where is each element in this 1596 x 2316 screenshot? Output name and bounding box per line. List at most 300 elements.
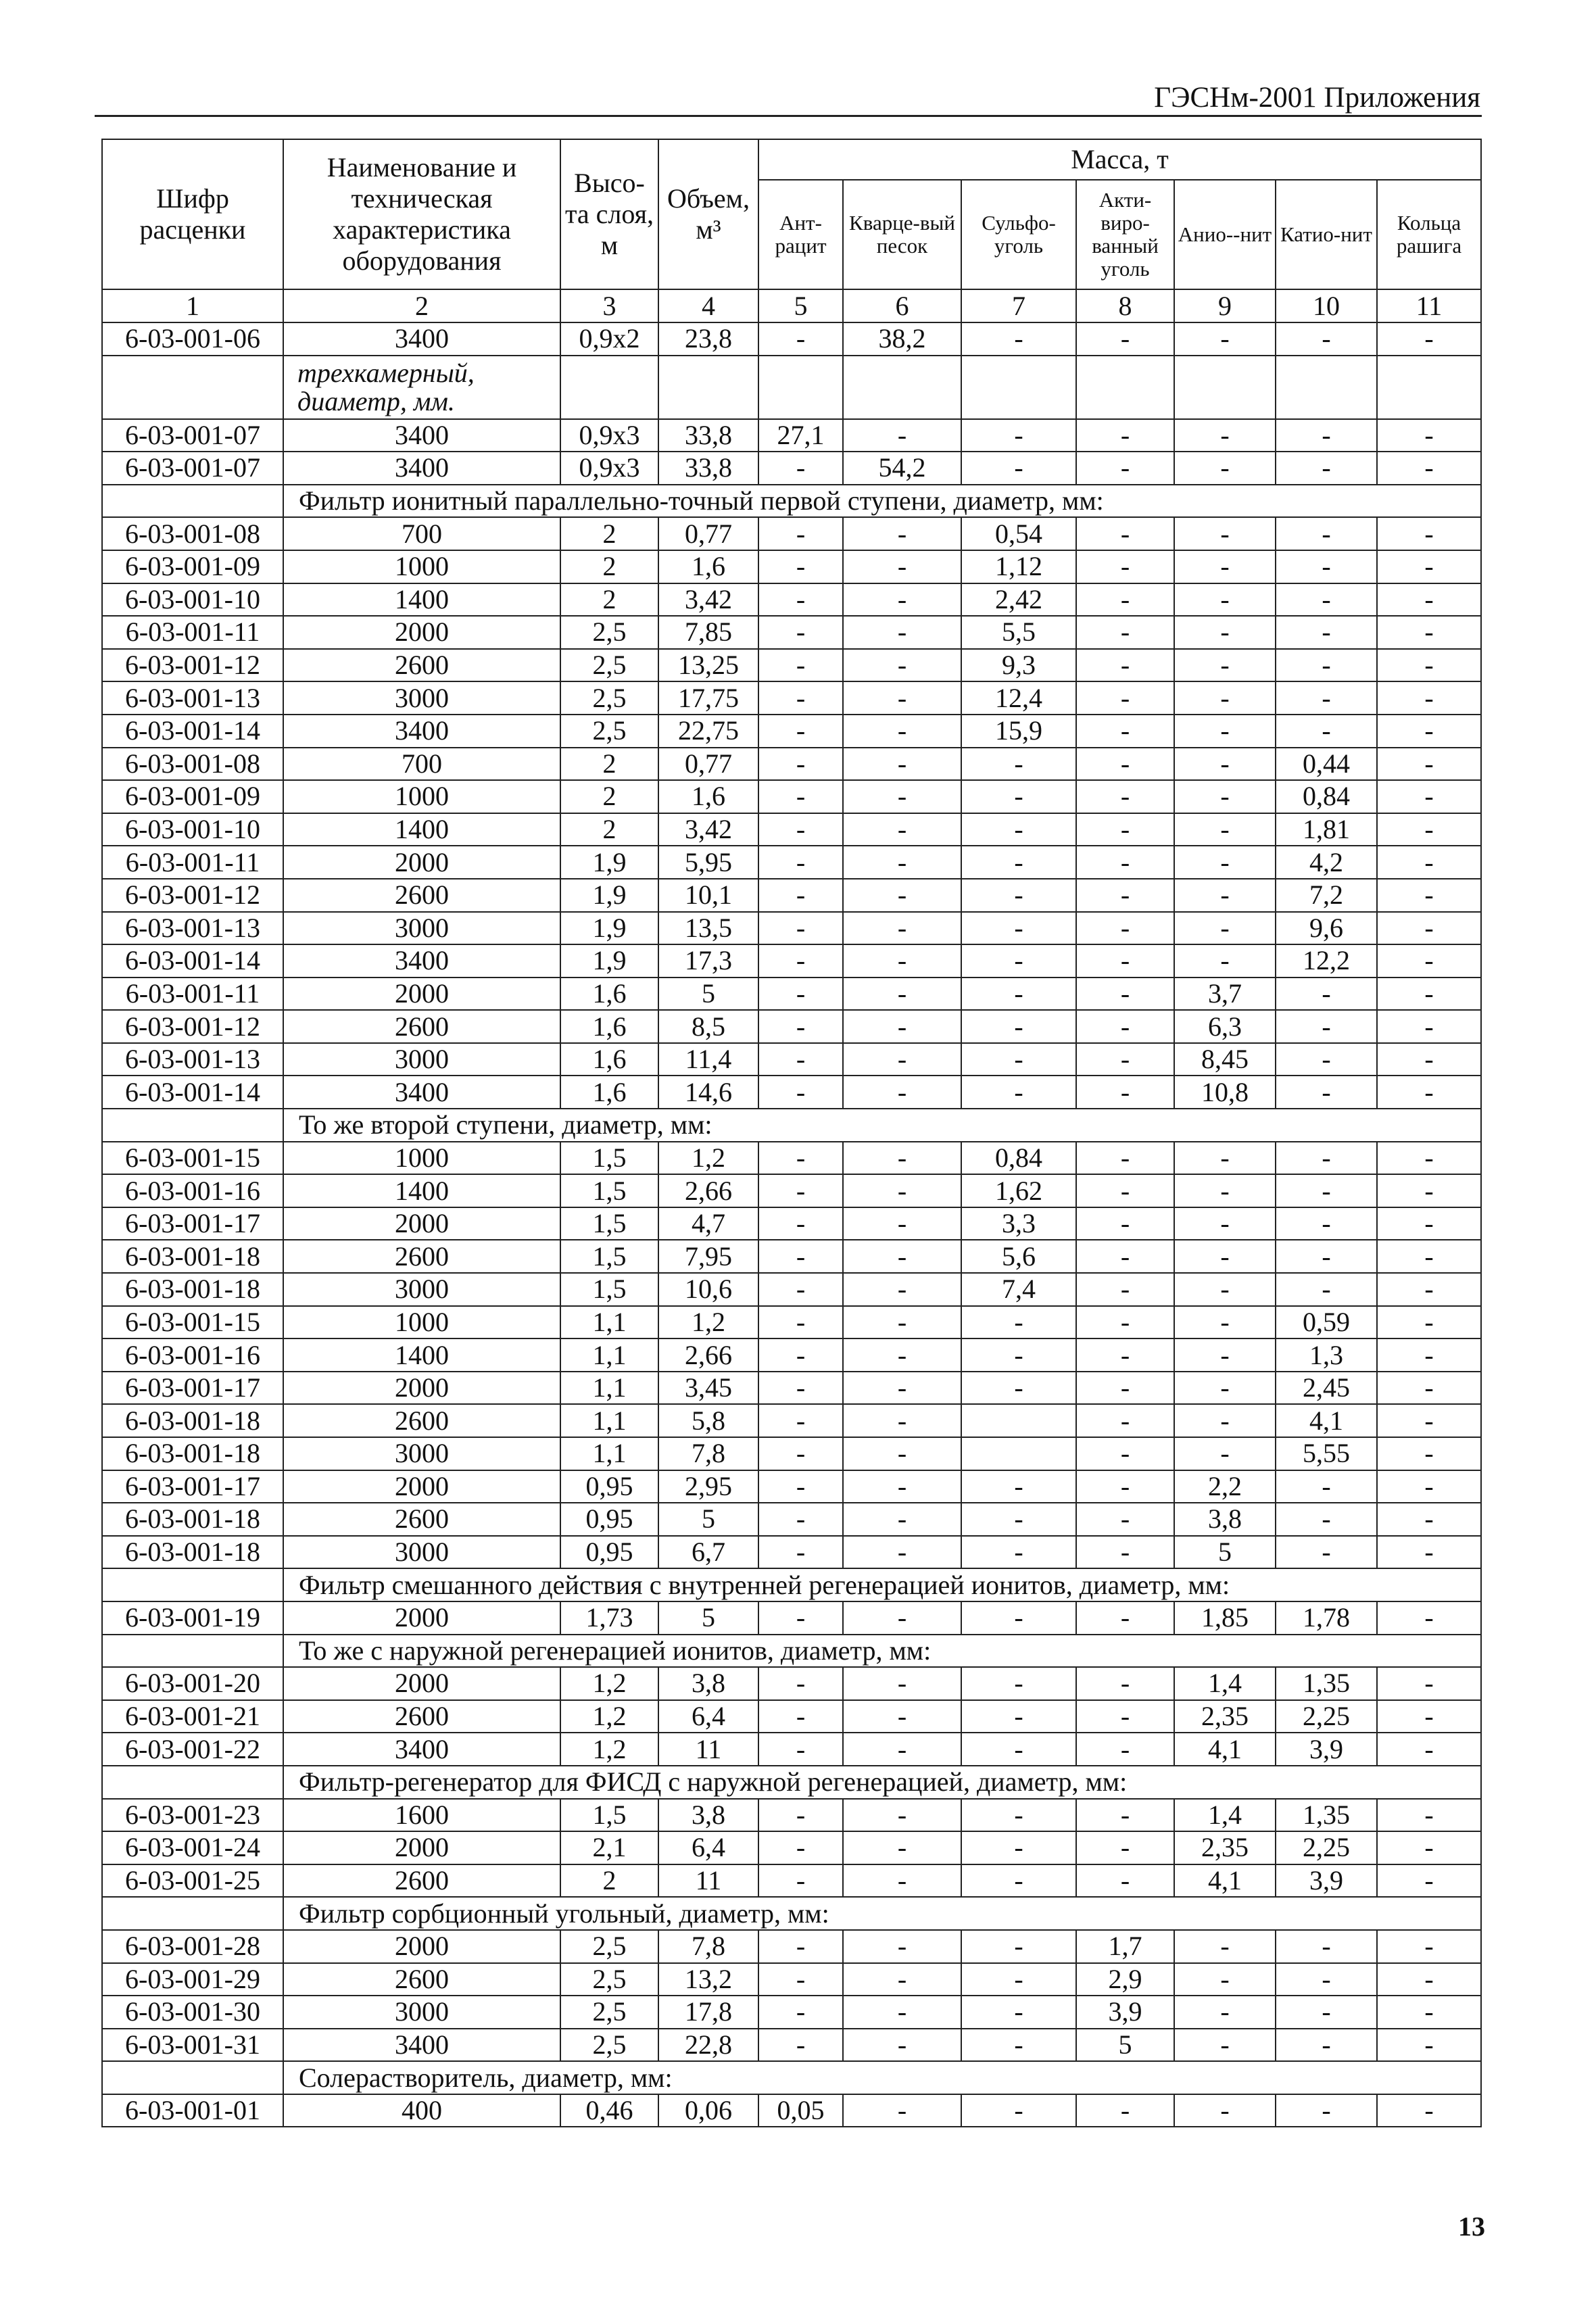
cell-anthracite: - [758,1076,843,1109]
cell-raschig-rings: - [1377,1207,1481,1240]
cell-anionite: - [1174,1306,1276,1339]
cell-anionite: - [1174,1963,1276,1996]
cell-code: 6-03-001-16 [102,1338,283,1372]
cell-height: 1,2 [560,1733,658,1766]
cell-name: 3400 [283,322,560,356]
cell-volume: 13,5 [658,912,758,945]
cell-quartz-sand: - [843,978,961,1011]
cell-name: 1400 [283,813,560,846]
cell-raschig-rings: - [1377,1996,1481,2029]
cell-height: 2,5 [560,1996,658,2029]
cell-name: 3400 [283,1733,560,1766]
cell-anionite: - [1174,748,1276,781]
section-heading: То же второй ступени, диаметр, мм: [283,1109,1481,1142]
cell-code: 6-03-001-18 [102,1404,283,1437]
cell-anthracite: - [758,452,843,485]
table-row [102,1174,1481,1207]
cell-anionite: - [1174,1174,1276,1207]
table-row [102,1503,1481,1536]
column-number-row [102,289,1481,322]
cell-code: 6-03-001-17 [102,1207,283,1240]
cell-anionite: - [1174,2029,1276,2062]
cell-anionite: 3,7 [1174,978,1276,1011]
table-row [102,1536,1481,1569]
table-row [102,1667,1481,1700]
cell-cationite [1276,356,1377,419]
cell-activated-carbon: - [1076,879,1174,912]
cell-cationite: - [1276,649,1377,682]
cell-height: 1,1 [560,1437,658,1470]
cell-code: 6-03-001-12 [102,879,283,912]
cell-volume: 1,6 [658,780,758,813]
cell-raschig-rings: - [1377,1470,1481,1503]
cell-sulfocoal: - [961,1372,1076,1405]
cell-height: 2 [560,583,658,617]
cell-anthracite: - [758,1404,843,1437]
cell-anthracite: - [758,1372,843,1405]
cell-raschig-rings: - [1377,715,1481,748]
cell-cationite: - [1276,1174,1377,1207]
cell-height: 1,5 [560,1142,658,1175]
cell-quartz-sand: - [843,1864,961,1898]
cell-activated-carbon: - [1076,1799,1174,1832]
cell-activated-carbon: - [1076,1864,1174,1898]
cell-quartz-sand: - [843,1404,961,1437]
cell-quartz-sand [843,356,961,419]
table-row [102,1996,1481,2029]
cell-sulfocoal: - [961,1306,1076,1339]
cell-anthracite: - [758,1273,843,1306]
cell-height: 2,5 [560,2029,658,2062]
cell-sulfocoal: - [961,1799,1076,1832]
cell-anionite: - [1174,1273,1276,1306]
cell-code [102,1897,283,1930]
cell-sulfocoal: - [961,1076,1076,1109]
cell-raschig-rings: - [1377,322,1481,356]
cell-name: 3000 [283,1043,560,1076]
cell-sulfocoal: - [961,1601,1076,1635]
col-header-anionite: Анио--нит [1174,180,1276,289]
cell-sulfocoal: - [961,1996,1076,2029]
cell-sulfocoal: - [961,912,1076,945]
cell-sulfocoal: - [961,2029,1076,2062]
cell-code: 6-03-001-18 [102,1240,283,1273]
cell-sulfocoal: - [961,1864,1076,1898]
section-row [102,485,1481,518]
cell-code: 6-03-001-24 [102,1831,283,1864]
cell-activated-carbon: - [1076,322,1174,356]
cell-activated-carbon: - [1076,944,1174,978]
cell-volume: 2,66 [658,1174,758,1207]
cell-anthracite: - [758,1536,843,1569]
cell-raschig-rings: - [1377,1174,1481,1207]
cell-anthracite: - [758,1667,843,1700]
cell-code: 6-03-001-18 [102,1503,283,1536]
section-row [102,1635,1481,1668]
cell-code: 6-03-001-12 [102,649,283,682]
cell-volume: 5 [658,1503,758,1536]
cell-activated-carbon: - [1076,1338,1174,1372]
table-row [102,1831,1481,1864]
cell-quartz-sand: - [843,1437,961,1470]
col-header-code: Шифр расценки [102,139,283,289]
section-row [102,1897,1481,1930]
col-number: 5 [758,289,843,322]
col-number: 10 [1276,289,1377,322]
table-row [102,944,1481,978]
cell-name: 2600 [283,1700,560,1733]
cell-anionite: - [1174,780,1276,813]
col-header-name: Наименование и техническая характеристика оборудования [283,139,560,289]
cell-height: 1,9 [560,846,658,879]
cell-cationite: 1,81 [1276,813,1377,846]
cell-sulfocoal: - [961,1338,1076,1372]
cell-name: 2000 [283,978,560,1011]
cell-volume: 5 [658,978,758,1011]
cell-anthracite: - [758,1799,843,1832]
col-number: 7 [961,289,1076,322]
cell-quartz-sand: - [843,649,961,682]
cell-anthracite: - [758,1437,843,1470]
cell-height: 2,1 [560,1831,658,1864]
cell-anionite: 1,4 [1174,1799,1276,1832]
cell-activated-carbon: - [1076,1076,1174,1109]
cell-anthracite: - [758,1700,843,1733]
cell-cationite: 1,78 [1276,1601,1377,1635]
cell-volume: 1,2 [658,1142,758,1175]
cell-code: 6-03-001-30 [102,1996,283,2029]
cell-code: 6-03-001-31 [102,2029,283,2062]
cell-anionite: - [1174,944,1276,978]
cell-name: 2000 [283,1930,560,1963]
col-header-anthracite: Ант-рацит [758,180,843,289]
cell-cationite: - [1276,1930,1377,1963]
table-row [102,1601,1481,1635]
cell-code: 6-03-001-22 [102,1733,283,1766]
cell-cationite: 5,55 [1276,1437,1377,1470]
cell-name: 3400 [283,1076,560,1109]
cell-name: 400 [283,2094,560,2127]
table-row [102,517,1481,550]
cell-raschig-rings: - [1377,1864,1481,1898]
cell-volume: 22,75 [658,715,758,748]
note-text: трехкамерный, диаметр, мм. [283,356,560,419]
cell-code [102,1568,283,1601]
col-header-raschig-rings: Кольца рашига [1377,180,1481,289]
cell-code: 6-03-001-14 [102,1076,283,1109]
cell-code: 6-03-001-12 [102,1010,283,1043]
cell-raschig-rings: - [1377,1043,1481,1076]
cell-code: 6-03-001-18 [102,1536,283,1569]
cell-anionite: - [1174,452,1276,485]
cell-cationite: 0,84 [1276,780,1377,813]
cell-quartz-sand: 54,2 [843,452,961,485]
cell-activated-carbon: - [1076,1667,1174,1700]
cell-cationite: - [1276,681,1377,715]
cell-quartz-sand: - [843,1667,961,1700]
cell-name: 3000 [283,1437,560,1470]
cell-raschig-rings: - [1377,1404,1481,1437]
cell-volume: 7,85 [658,616,758,649]
cell-volume: 1,6 [658,550,758,583]
cell-sulfocoal: - [961,944,1076,978]
cell-anthracite: - [758,1864,843,1898]
cell-height: 1,1 [560,1404,658,1437]
cell-cationite: - [1276,1996,1377,2029]
cell-name: 1000 [283,1306,560,1339]
cell-anthracite: - [758,517,843,550]
cell-height: 2,5 [560,715,658,748]
col-header-cationite: Катио-нит [1276,180,1377,289]
section-heading: Фильтр смешанного действия с внутренней регенерацией ионитов, диаметр, мм: [283,1568,1481,1601]
cell-sulfocoal: - [961,748,1076,781]
table-row [102,550,1481,583]
section-heading: Фильтр-регенератор для ФИСД с наружной регенерацией, диаметр, мм: [283,1766,1481,1799]
cell-activated-carbon: - [1076,1437,1174,1470]
cell-name: 2600 [283,1864,560,1898]
cell-raschig-rings: - [1377,1667,1481,1700]
cell-name: 1600 [283,1799,560,1832]
cell-code: 6-03-001-08 [102,517,283,550]
cell-raschig-rings: - [1377,1601,1481,1635]
table-row [102,813,1481,846]
cell-anthracite: - [758,780,843,813]
table-row [102,1306,1481,1339]
cell-raschig-rings: - [1377,550,1481,583]
cell-quartz-sand: - [843,1799,961,1832]
cell-quartz-sand: - [843,2029,961,2062]
cell-quartz-sand: - [843,813,961,846]
cell-volume: 23,8 [658,322,758,356]
cell-sulfocoal: - [961,419,1076,452]
table-row [102,2094,1481,2127]
cell-name: 2000 [283,1831,560,1864]
cell-height: 2 [560,550,658,583]
cell-name: 2600 [283,1404,560,1437]
cell-anionite: - [1174,550,1276,583]
cell-cationite: - [1276,1010,1377,1043]
cell-code [102,1635,283,1668]
cell-code: 6-03-001-09 [102,780,283,813]
cell-raschig-rings: - [1377,1142,1481,1175]
cell-name: 3400 [283,944,560,978]
cell-anthracite: - [758,879,843,912]
cell-cationite: 0,59 [1276,1306,1377,1339]
table-row [102,748,1481,781]
col-header-height: Высо-та слоя, м [560,139,658,289]
cell-name: 3000 [283,1273,560,1306]
cell-activated-carbon: - [1076,1503,1174,1536]
cell-sulfocoal: - [961,1700,1076,1733]
cell-activated-carbon: - [1076,550,1174,583]
cell-name: 1400 [283,1174,560,1207]
cell-code: 6-03-001-19 [102,1601,283,1635]
cell-name: 2000 [283,1372,560,1405]
table-row [102,2029,1481,2062]
cell-name: 2000 [283,1667,560,1700]
cell-quartz-sand: - [843,846,961,879]
cell-quartz-sand: - [843,1996,961,2029]
cell-height [560,356,658,419]
cell-volume: 5,8 [658,1404,758,1437]
cell-code: 6-03-001-11 [102,616,283,649]
cell-code: 6-03-001-14 [102,944,283,978]
cell-cationite: - [1276,1273,1377,1306]
col-number: 1 [102,289,283,322]
cell-code: 6-03-001-16 [102,1174,283,1207]
cell-sulfocoal [961,356,1076,419]
cell-cationite: 1,35 [1276,1667,1377,1700]
cell-code: 6-03-001-11 [102,846,283,879]
cell-cationite: 0,44 [1276,748,1377,781]
cell-anionite: - [1174,322,1276,356]
cell-activated-carbon: - [1076,681,1174,715]
cell-anionite: - [1174,517,1276,550]
cell-quartz-sand: - [843,1470,961,1503]
cell-height: 1,6 [560,1043,658,1076]
cell-volume: 8,5 [658,1010,758,1043]
cell-activated-carbon: - [1076,912,1174,945]
cell-code: 6-03-001-15 [102,1306,283,1339]
cell-name: 2600 [283,1010,560,1043]
cell-name: 1000 [283,1142,560,1175]
table-row [102,780,1481,813]
cell-volume: 10,6 [658,1273,758,1306]
cell-raschig-rings: - [1377,846,1481,879]
cell-name: 3400 [283,452,560,485]
cell-volume: 6,7 [658,1536,758,1569]
cell-volume: 0,77 [658,517,758,550]
cell-quartz-sand: - [843,1174,961,1207]
cell-raschig-rings: - [1377,1930,1481,1963]
cell-cationite: - [1276,452,1377,485]
cell-height: 2 [560,748,658,781]
cell-raschig-rings [1377,356,1481,419]
section-heading: То же с наружной регенерацией ионитов, диаметр, мм: [283,1635,1481,1668]
cell-height: 0,46 [560,2094,658,2127]
cell-quartz-sand: - [843,550,961,583]
cell-anthracite: - [758,649,843,682]
cell-code: 6-03-001-18 [102,1437,283,1470]
cell-activated-carbon: - [1076,813,1174,846]
cell-height: 2 [560,517,658,550]
cell-cationite: - [1276,322,1377,356]
cell-quartz-sand: - [843,681,961,715]
cell-sulfocoal: - [961,1010,1076,1043]
cell-anionite: - [1174,1207,1276,1240]
cell-activated-carbon: - [1076,1536,1174,1569]
cell-cationite: 2,25 [1276,1831,1377,1864]
table-row [102,1437,1481,1470]
cell-name: 2000 [283,616,560,649]
table-row [102,1733,1481,1766]
table-row [102,715,1481,748]
cell-anionite: 1,4 [1174,1667,1276,1700]
table-row [102,1240,1481,1273]
col-number: 3 [560,289,658,322]
cell-anionite: - [1174,912,1276,945]
cell-anionite: 1,85 [1174,1601,1276,1635]
cell-cationite: 1,3 [1276,1338,1377,1372]
col-header-mass-group: Масса, т [758,139,1481,180]
cell-quartz-sand: - [843,1338,961,1372]
cell-height: 1,5 [560,1799,658,1832]
cell-quartz-sand: - [843,1273,961,1306]
cell-name: 1400 [283,1338,560,1372]
cell-anionite: 4,1 [1174,1864,1276,1898]
cell-anthracite: - [758,1306,843,1339]
col-header-activated-carbon: Акти-виро-ванный уголь [1076,180,1174,289]
cell-code: 6-03-001-28 [102,1930,283,1963]
cell-raschig-rings: - [1377,1437,1481,1470]
cell-quartz-sand: - [843,1142,961,1175]
cell-name: 3000 [283,681,560,715]
table-row [102,1273,1481,1306]
cell-anionite: - [1174,2094,1276,2127]
cell-activated-carbon: - [1076,419,1174,452]
cell-quartz-sand: - [843,1240,961,1273]
cell-activated-carbon: - [1076,1043,1174,1076]
cell-anionite: 2,35 [1174,1831,1276,1864]
cell-sulfocoal: - [961,1667,1076,1700]
cell-code [102,356,283,419]
cell-height: 1,2 [560,1667,658,1700]
cell-anthracite: - [758,1601,843,1635]
cell-volume: 17,3 [658,944,758,978]
cell-activated-carbon: - [1076,616,1174,649]
cell-volume: 14,6 [658,1076,758,1109]
col-number: 8 [1076,289,1174,322]
cell-cationite: - [1276,978,1377,1011]
cell-volume: 3,42 [658,813,758,846]
cell-volume: 5 [658,1601,758,1635]
cell-cationite: 4,2 [1276,846,1377,879]
cell-height: 1,2 [560,1700,658,1733]
cell-quartz-sand: - [843,583,961,617]
section-row [102,2061,1481,2094]
cell-anionite: - [1174,846,1276,879]
cell-code: 6-03-001-10 [102,583,283,617]
table-row [102,1963,1481,1996]
cell-quartz-sand: - [843,1306,961,1339]
cell-height: 0,95 [560,1470,658,1503]
cell-height: 1,9 [560,879,658,912]
cell-cationite: - [1276,1470,1377,1503]
cell-name: 2000 [283,1601,560,1635]
cell-volume: 13,2 [658,1963,758,1996]
section-row [102,1766,1481,1799]
cell-quartz-sand: - [843,1503,961,1536]
cell-anionite: - [1174,715,1276,748]
cell-code: 6-03-001-11 [102,978,283,1011]
cell-raschig-rings: - [1377,1010,1481,1043]
cell-anthracite: - [758,322,843,356]
cell-sulfocoal: 0,84 [961,1142,1076,1175]
cell-code: 6-03-001-21 [102,1700,283,1733]
cell-volume: 33,8 [658,419,758,452]
cell-sulfocoal: - [961,1963,1076,1996]
cell-anionite: - [1174,1240,1276,1273]
cell-volume: 2,95 [658,1470,758,1503]
cell-anthracite: - [758,1338,843,1372]
cell-anionite: - [1174,1404,1276,1437]
cell-height: 1,5 [560,1273,658,1306]
cell-anionite: - [1174,1338,1276,1372]
cell-sulfocoal: - [961,1470,1076,1503]
cell-height: 2,5 [560,616,658,649]
cell-name: 1000 [283,780,560,813]
cell-anionite: - [1174,681,1276,715]
